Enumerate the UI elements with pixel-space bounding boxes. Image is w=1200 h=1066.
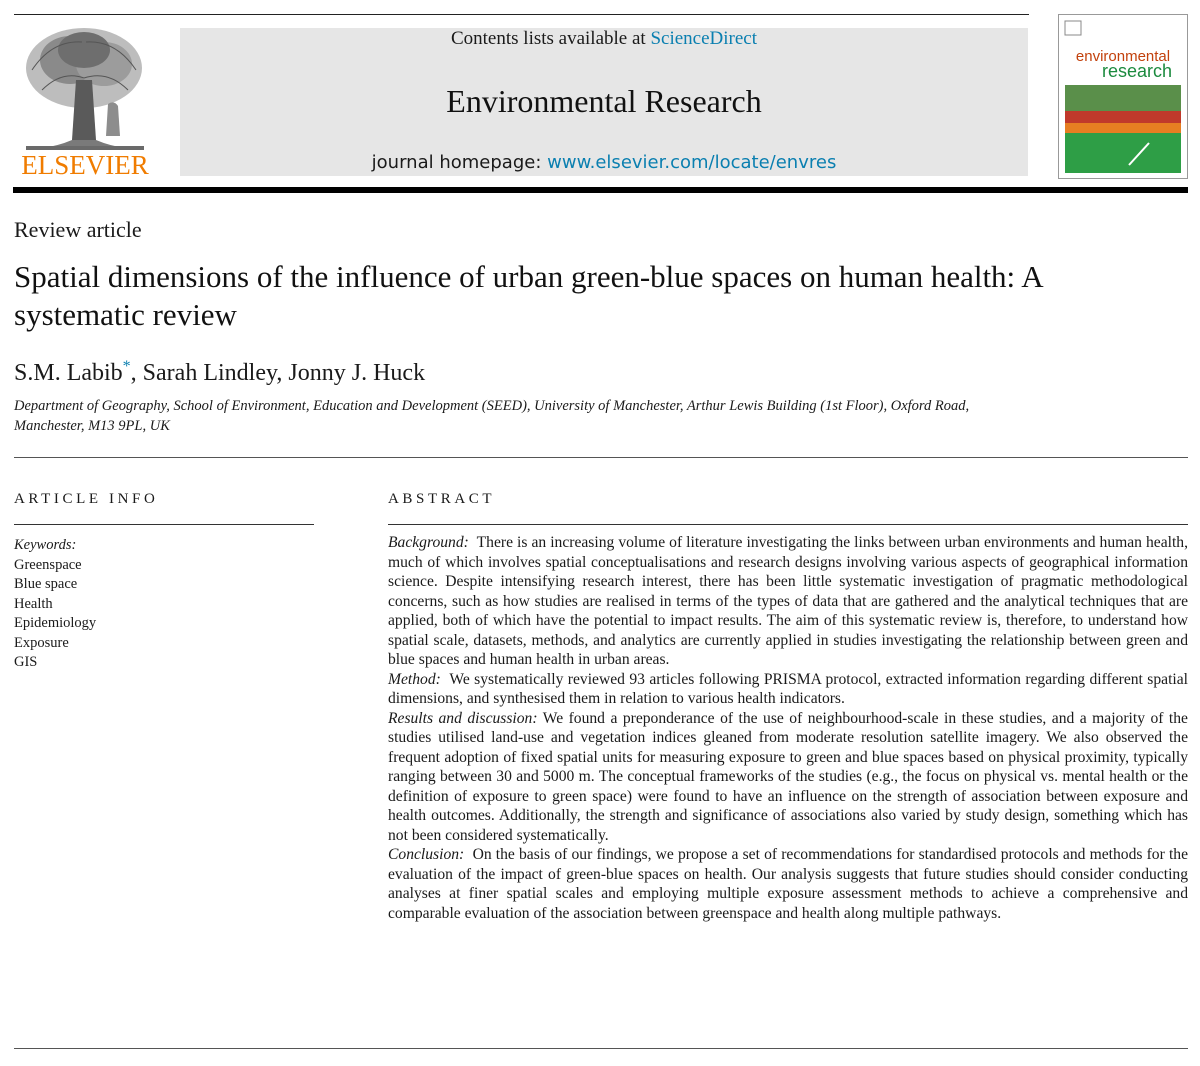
homepage-line	[180, 152, 1028, 174]
bottom-rule	[14, 1048, 1188, 1049]
conclusion-label: Conclusion:	[388, 846, 465, 863]
keyword-item: Greenspace	[14, 556, 82, 573]
abstract-body	[388, 533, 1188, 923]
contents-line	[180, 28, 1028, 50]
abstract-results	[388, 709, 1188, 846]
keywords-box	[14, 536, 314, 673]
keyword-item: GIS	[14, 654, 38, 670]
keyword-item: Epidemiology	[14, 615, 97, 631]
journal-cover-thumbnail[interactable]	[1058, 14, 1188, 179]
homepage-link[interactable]: www.elsevier.com/locate/envres	[547, 152, 837, 173]
keyword-item: Health	[14, 595, 53, 612]
article-info-rule	[14, 524, 314, 525]
background-text: There is an increasing volume of literature investigating the links between urban environments and human health, much of which involves spatial conceptualisations and research designs involving various aspects of geographical information science. Despite intensifying research interest, there has been little systematic investigation of pragmatic methodological concerns, such as how studies are realised in terms of the types of data that are gathered and the analytical techniques that are applied, both of which have the potential to impact results. The aim of this systematic review is, therefore, to understand how spatial scale, datasets, methods, and analytics are currently applied in studies investigating the relationship between green and blue spaces and human health in urban areas.	[388, 534, 1188, 668]
author-others[interactable]: , Sarah Lindley, Jonny J. Huck	[130, 360, 426, 386]
abstract-method	[388, 670, 1188, 709]
results-label: Results and discussion:	[388, 709, 538, 727]
method-text: We systematically reviewed 93 articles following PRISMA protocol, extracted information regarding different spatial dimensions, and synthesised them in relation to various health indicators.	[388, 670, 1188, 707]
contents-prefix: Contents lists available at	[450, 28, 651, 49]
article-title: Spatial dimensions of the influence of urban green-blue spaces on human health: A systematic review	[14, 259, 1042, 332]
article-info-heading: ARTICLE INFO	[14, 491, 159, 507]
keyword-item: Exposure	[14, 634, 69, 651]
affiliation: Department of Geography, School of Environment, Education and Development (SEED), University of Manchester, Arthur Lewis Building (1st Floor), Oxford Road, Manchester, M13 9PL, UK	[14, 398, 970, 434]
cover-title-line1: environmental	[1075, 48, 1171, 65]
elsevier-logo[interactable]	[12, 20, 158, 180]
homepage-prefix: journal homepage:	[371, 152, 548, 173]
journal-name: Environmental Research	[446, 83, 762, 119]
results-text: We found a preponderance of the use of neighbourhood-scale in these studies, and a majority of the studies utilised land-use and vegetation indices gleaned from moderate resolution satellite imagery. We also observed the frequent adoption of fixed spatial units for measuring exposure to green and blue spaces based on physical proximity, typically ranging between 30 and 5000 m. The conceptual frameworks of the studies (e.g., the focus on physical vs. mental health or the definition of exposure to green space) were found to have an influence on the strength of association between exposure and health outcomes. Additionally, the strength and significance of associations also varied by study design, something which has not been considered systematically.	[388, 709, 1188, 844]
method-label: Method:	[388, 670, 441, 688]
background-label: Background:	[388, 534, 469, 551]
abstract-background	[388, 533, 1188, 670]
keywords-label: Keywords:	[14, 537, 77, 553]
keyword-item: Blue space	[14, 576, 78, 592]
cover-image	[1059, 15, 1187, 178]
cover-title-line2: research	[1101, 61, 1173, 81]
sciencedirect-link[interactable]: ScienceDirect	[650, 28, 758, 49]
abstract-heading: ABSTRACT	[388, 491, 496, 507]
publisher-wordmark: ELSEVIER	[21, 150, 149, 180]
header-divider	[13, 187, 1188, 193]
article-type: Review article	[14, 217, 142, 242]
abstract-rule	[388, 524, 1188, 525]
author-labib[interactable]: S.M. Labib	[14, 360, 123, 386]
abstract-conclusion	[388, 845, 1188, 923]
top-rule	[14, 14, 1029, 15]
title-divider	[14, 457, 1188, 458]
conclusion-text: On the basis of our findings, we propose a set of recommendations for standardised protocols and methods for the evaluation of the impact of green-blue spaces on health. Our analysis suggests that future studies should consider conducting analyses at finer spatial scales and employing multiple exposure assessment methods to achieve a comprehensive and comparable evaluation of the association between greenspace and health along multiple pathways.	[388, 846, 1188, 922]
corresponding-author-marker[interactable]: *	[122, 358, 131, 375]
journal-banner	[180, 28, 1028, 176]
elsevier-tree-icon	[12, 20, 158, 180]
author-list	[14, 352, 425, 388]
